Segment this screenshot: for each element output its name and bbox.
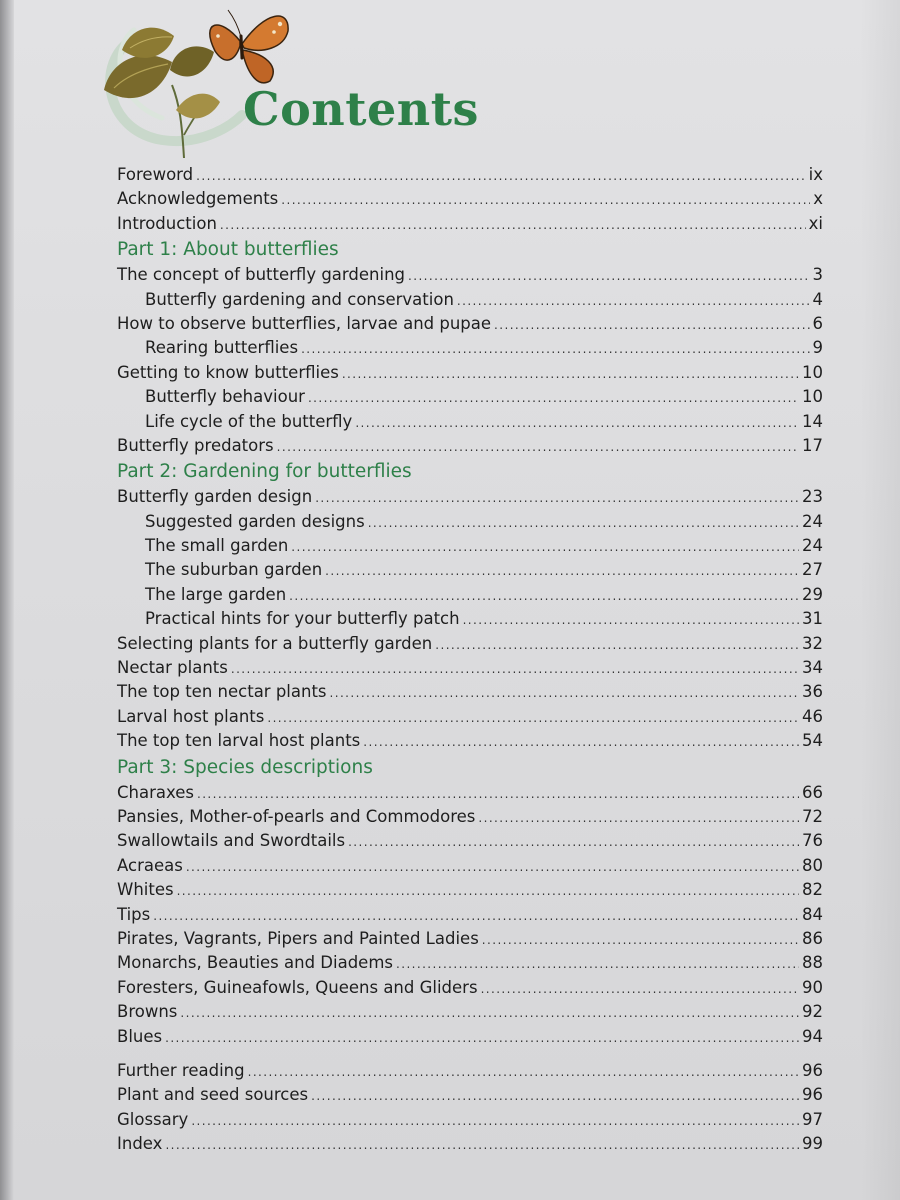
toc-entry-label: Butterfly gardening and conservation [145,289,454,309]
toc-entry-label: The top ten larval host plants [117,731,361,751]
leader-dots [311,1084,799,1108]
toc-entry-page: 4 [812,289,823,309]
leader-dots [177,879,799,903]
toc-entry-label: Monarchs, Beauties and Diadems [117,953,394,973]
toc-entry-page: 9 [812,338,823,358]
leader-dots [368,511,799,535]
toc-entry [117,1000,823,1024]
toc-entry-label: Foreword [117,165,194,184]
toc-entry-page: xi [808,213,823,233]
leader-dots [408,264,809,288]
toc-entry [117,903,823,927]
toc-entry-page: 23 [802,487,823,507]
toc-entry [117,829,823,853]
leader-dots [196,164,806,188]
toc-entry [117,1108,823,1132]
toc-entry-label: Butterfly behaviour [145,387,305,407]
toc-entry-label: Charaxes [117,782,194,802]
toc-entry [117,805,823,829]
leader-dots [277,435,799,459]
toc-entry-page: 82 [802,880,823,900]
toc-entry [117,781,823,805]
toc-entry-label: Introduction [117,213,217,233]
toc-entry [117,705,823,729]
leader-dots [281,188,810,212]
section-spacer [117,1049,823,1059]
toc-entry-page: 94 [802,1026,823,1046]
leader-dots [180,1001,799,1025]
toc-entry-label: Butterfly predators [117,435,274,455]
leader-dots [481,977,799,1001]
toc-entry-label: Plant and seed sources [117,1085,309,1105]
toc-entry-label: Foresters, Guineafowls, Queens and Gliders [117,977,478,997]
toc-entry [117,1132,823,1156]
toc-entry-label: Browns [117,1002,178,1022]
toc-entry-page: 90 [802,977,823,997]
book-spine-shadow [0,0,14,1200]
toc-entry-label: Larval host plants [117,706,265,726]
toc-entry-page: 24 [802,536,823,556]
leader-dots [231,657,799,681]
toc-entry-label: Acraeas [117,855,183,875]
toc-entry-label: Pansies, Mother-of-pearls and Commodores [117,806,476,826]
toc-entry-page: 27 [802,560,823,580]
part-heading: Part 3: Species descriptions [117,756,373,778]
toc-entry-page: 96 [802,1060,823,1080]
toc-entry [117,656,823,680]
leader-dots [220,213,806,237]
toc-entry-page: 54 [802,731,823,751]
toc-entry-page: 6 [812,313,823,333]
toc-entry-label: Blues [117,1026,163,1046]
toc-entry-page: 72 [802,806,823,826]
leader-dots [153,904,799,928]
toc-entry-label: Suggested garden designs [145,511,365,531]
toc-entry-page: 66 [802,782,823,802]
toc-entry [117,1059,823,1083]
toc-subentry [117,410,823,434]
toc-entry-label: Index [117,1134,163,1154]
toc-entry-page: 10 [802,387,823,407]
toc-entry [117,878,823,902]
leader-dots [301,337,809,361]
toc-entry-label: Tips [117,904,151,924]
page-edge-shadow [860,0,900,1200]
leader-dots [435,633,799,657]
toc-entry [117,976,823,1000]
toc-entry-label: Glossary [117,1109,189,1129]
toc-entry-page: 24 [802,511,823,531]
toc-entry-page: 92 [802,1002,823,1022]
leader-dots [330,681,799,705]
toc-entry-label: The concept of butterfly gardening [117,265,406,285]
toc-subentry [117,534,823,558]
toc-entry-page: x [813,189,823,209]
toc-entry-page: ix [808,165,823,184]
leader-dots [348,830,799,854]
toc-entry-page: 14 [802,411,823,431]
toc-entry-page: 29 [802,584,823,604]
toc-entry [117,632,823,656]
toc-entry-page: 84 [802,904,823,924]
toc-entry-page: 86 [802,928,823,948]
toc-entry [117,187,823,211]
part-heading: Part 1: About butterflies [117,239,339,261]
toc-entry-label: Whites [117,880,174,900]
toc-subentry [117,583,823,607]
toc-entry-page: 36 [802,682,823,702]
toc-entry-label: The large garden [145,584,287,604]
toc-subentry [117,607,823,631]
butterfly-and-flower-icon [92,0,292,160]
toc-entry-page: 3 [812,265,823,285]
toc-entry-page: 32 [802,633,823,653]
leader-dots [165,1026,799,1050]
toc-entry [117,680,823,704]
leader-dots [289,584,799,608]
toc-entry-label: Swallowtails and Swordtails [117,831,346,851]
toc-entry-page: 17 [802,435,823,455]
leader-dots [463,608,799,632]
leader-dots [186,855,799,879]
toc-entry-page: 96 [802,1085,823,1105]
toc-entry [117,434,823,458]
toc-subentry [117,510,823,534]
table-of-contents [117,163,823,1156]
toc-entry-label: Further reading [117,1060,245,1080]
leader-dots [248,1060,799,1084]
toc-subentry [117,558,823,582]
toc-subentry [117,336,823,360]
toc-subentry [117,385,823,409]
leader-dots [478,806,799,830]
toc-entry [117,951,823,975]
toc-entry-label: How to observe butterflies, larvae and pupae [117,313,492,333]
toc-entry-label: Rearing butterflies [145,338,299,358]
toc-entry-page: 76 [802,831,823,851]
toc-entry [117,312,823,336]
leader-dots [197,782,799,806]
toc-entry [117,212,823,236]
toc-entry-page: 97 [802,1109,823,1129]
toc-entry-label: Acknowledgements [117,189,279,209]
toc-entry [117,1025,823,1049]
leader-dots [267,706,799,730]
toc-entry-page: 34 [802,658,823,678]
toc-entry-page: 80 [802,855,823,875]
leader-dots [494,313,809,337]
toc-entry [117,854,823,878]
toc-entry-label: Pirates, Vagrants, Pipers and Painted Ladies [117,928,479,948]
toc-entry-page: 31 [802,609,823,629]
toc-entry [117,1083,823,1107]
page-title: Contents [243,82,479,136]
leader-dots [457,289,810,313]
toc-entry-label: Selecting plants for a butterfly garden [117,633,433,653]
leader-dots [342,362,799,386]
leader-dots [291,535,799,559]
toc-entry-page: 99 [802,1134,823,1154]
toc-entry [117,163,823,187]
toc-entry-page: 88 [802,953,823,973]
toc-entry [117,927,823,951]
toc-entry-label: The top ten nectar plants [117,682,327,702]
leader-dots [396,952,799,976]
toc-entry-label: Practical hints for your butterfly patch [145,609,460,629]
toc-entry [117,485,823,509]
toc-entry-label: The small garden [145,536,289,556]
toc-subentry [117,288,823,312]
leader-dots [315,486,799,510]
leader-dots [191,1109,799,1133]
toc-entry-page: 10 [802,362,823,382]
part-heading: Part 2: Gardening for butterflies [117,461,412,483]
toc-entry [117,729,823,753]
leader-dots [308,386,799,410]
toc-entry-label: The suburban garden [145,560,323,580]
toc-entry-label: Butterfly garden design [117,487,313,507]
toc-entry-label: Getting to know butterflies [117,362,339,382]
leader-dots [165,1133,799,1157]
leader-dots [325,559,799,583]
leader-dots [482,928,799,952]
toc-entry-label: Life cycle of the butterfly [145,411,353,431]
toc-entry-page: 46 [802,706,823,726]
leader-dots [355,411,799,435]
leader-dots [363,730,799,754]
toc-entry-label: Nectar plants [117,658,228,678]
toc-entry [117,361,823,385]
toc-entry [117,263,823,287]
